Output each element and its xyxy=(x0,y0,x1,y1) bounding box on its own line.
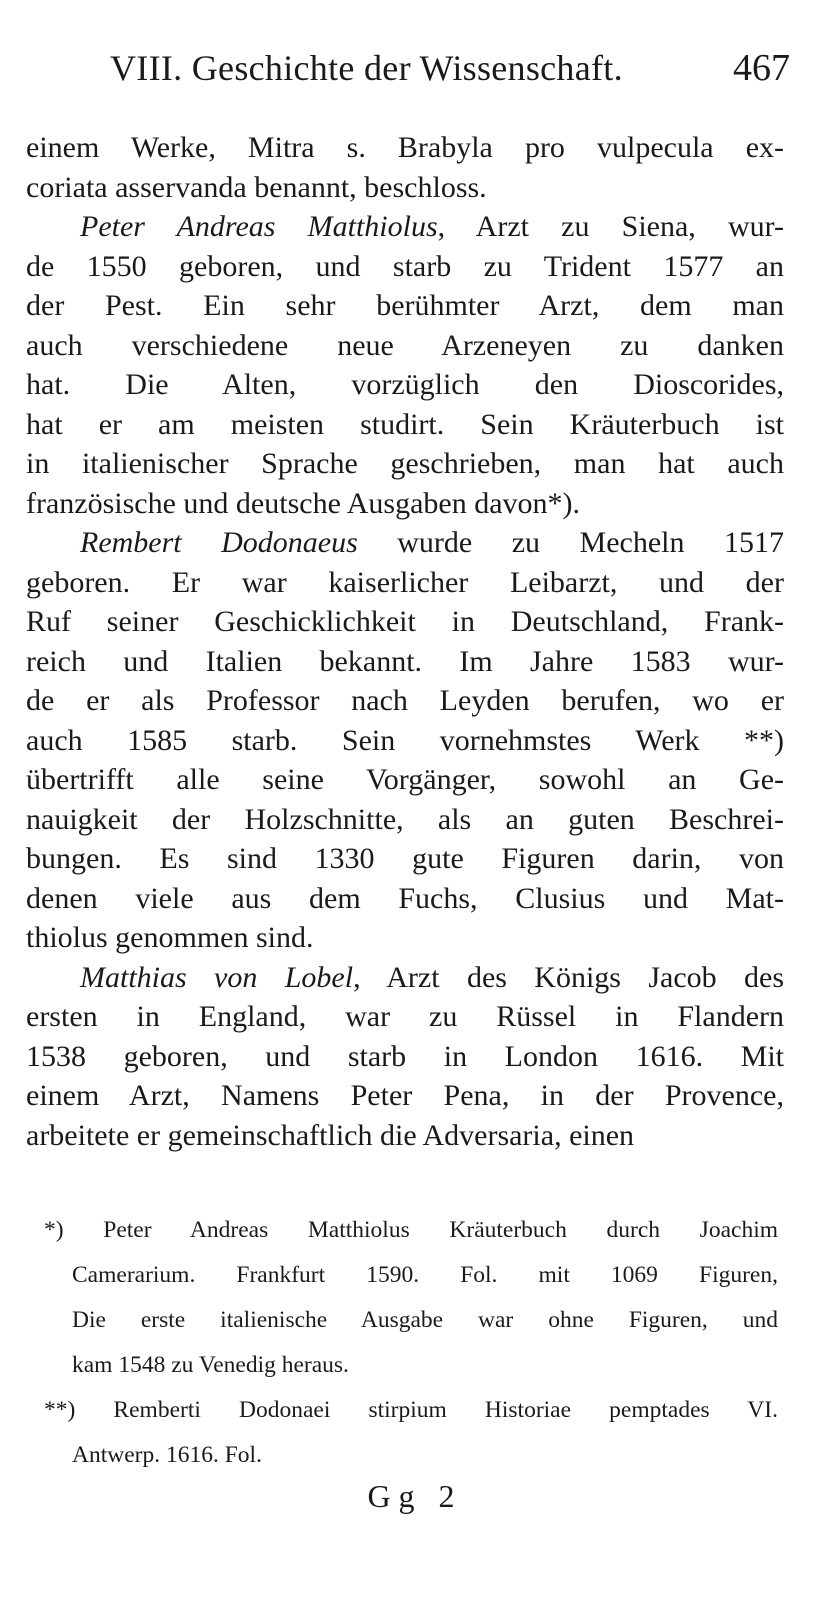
footnote-line: **) Remberti Dodonaei stirpium Historiae pemptades VI. xyxy=(44,1397,778,1423)
footnote xyxy=(26,1388,778,1478)
text-line xyxy=(26,128,784,168)
person-name: Rembert Dodonaeus xyxy=(80,526,358,559)
text-line xyxy=(26,721,784,761)
line-text: hat er am meisten studirt. Sein Kräuterbuch ist xyxy=(26,407,784,441)
text-line xyxy=(26,602,784,642)
text-line xyxy=(26,563,784,603)
footnote xyxy=(26,1208,778,1388)
line-text: reich und Italien bekannt. Im Jahre 1583 wur- xyxy=(26,644,784,678)
text-line xyxy=(26,523,784,563)
line-text: geboren. Er war kaiserlicher Leibarzt, und der xyxy=(26,565,784,599)
line-text: 1538 geboren, und starb in London 1616. Mit xyxy=(26,1039,784,1073)
text-line xyxy=(26,405,784,445)
line-text: denen viele aus dem Fuchs, Clusius und Mat- xyxy=(26,881,784,915)
line-text: , Arzt zu Siena, wur- xyxy=(437,210,784,243)
text-line xyxy=(26,642,784,682)
footnote-line: *) Peter Andreas Matthiolus Kräuterbuch durch Joachim xyxy=(44,1217,778,1243)
line-text: de er als Professor nach Leyden berufen, wo er xyxy=(26,684,784,717)
line-text: einem Werke, Mitra s. Brabyla pro vulpecula ex- xyxy=(26,131,784,164)
line-text: ersten in England, war zu Rüssel in Flandern xyxy=(26,1000,784,1033)
line-text: einem Arzt, Namens Peter Pena, in der Provence, xyxy=(26,1079,784,1112)
text-line xyxy=(26,444,784,484)
main-text xyxy=(26,128,784,1155)
text-line xyxy=(26,681,784,721)
text-line xyxy=(26,958,784,998)
text-line xyxy=(26,918,784,958)
footnote-line: Camerarium. Frankfurt 1590. Fol. mit 1069 Figuren, xyxy=(72,1262,778,1288)
line-text: wurde zu Mecheln 1517 xyxy=(357,526,784,559)
text-line xyxy=(26,800,784,840)
footnote-line: Antwerp. 1616. Fol. xyxy=(72,1442,262,1468)
line-text: thiolus genommen sind. xyxy=(26,921,314,954)
person-name: Matthias von Lobel xyxy=(80,960,354,994)
text-line xyxy=(26,997,784,1037)
text-line xyxy=(26,484,784,524)
footnote-line: Die erste italienische Ausgabe war ohne Figuren, und xyxy=(72,1307,778,1333)
running-head: VIII. Geschichte der Wissenschaft. xyxy=(110,48,623,88)
text-line xyxy=(26,760,784,800)
line-text: bungen. Es sind 1330 gute Figuren darin, von xyxy=(26,842,784,875)
line-text: coriata asservanda benannt, beschloss. xyxy=(26,170,487,204)
line-text: auch 1585 starb. Sein vornehmstes Werk **) xyxy=(26,723,784,757)
text-line xyxy=(26,207,784,247)
text-line xyxy=(26,326,784,366)
line-text: französische und deutsche Ausgaben davon*). xyxy=(26,486,581,520)
line-text: arbeitete er gemeinschaftlich die Adversaria, einen xyxy=(26,1118,635,1152)
text-line xyxy=(26,168,784,208)
printer-signature: Gg 2 xyxy=(367,1478,463,1514)
line-text: auch verschiedene neue Arzeneyen zu danken xyxy=(26,328,784,362)
text-line xyxy=(26,1116,784,1156)
text-line xyxy=(26,839,784,879)
line-text: Ruf seiner Geschicklichkeit in Deutschland, Frank- xyxy=(26,605,784,638)
page-header xyxy=(110,46,790,90)
line-text: übertrifft alle seine Vorgänger, sowohl an Ge- xyxy=(26,763,784,796)
footnotes xyxy=(26,1208,778,1478)
line-text: hat. Die Alten, vorzüglich den Dioscorides, xyxy=(26,368,784,401)
line-text: , Arzt des Königs Jacob des xyxy=(353,960,784,994)
text-line xyxy=(26,1076,784,1116)
text-line xyxy=(26,879,784,919)
page-number: 467 xyxy=(733,47,790,89)
text-line xyxy=(26,365,784,405)
line-text: in italienischer Sprache geschrieben, man hat auch xyxy=(26,447,784,480)
line-text: de 1550 geboren, und starb zu Trident 1577 an xyxy=(26,249,784,283)
footnote-line: kam 1548 zu Venedig heraus. xyxy=(72,1352,349,1378)
person-name: Peter Andreas Matthiolus xyxy=(80,210,438,243)
text-line xyxy=(26,1037,784,1077)
line-text: der Pest. Ein sehr berühmter Arzt, dem man xyxy=(26,289,784,322)
text-line xyxy=(26,247,784,287)
line-text: nauigkeit der Holzschnitte, als an guten Beschrei- xyxy=(26,802,784,836)
text-line xyxy=(26,286,784,326)
